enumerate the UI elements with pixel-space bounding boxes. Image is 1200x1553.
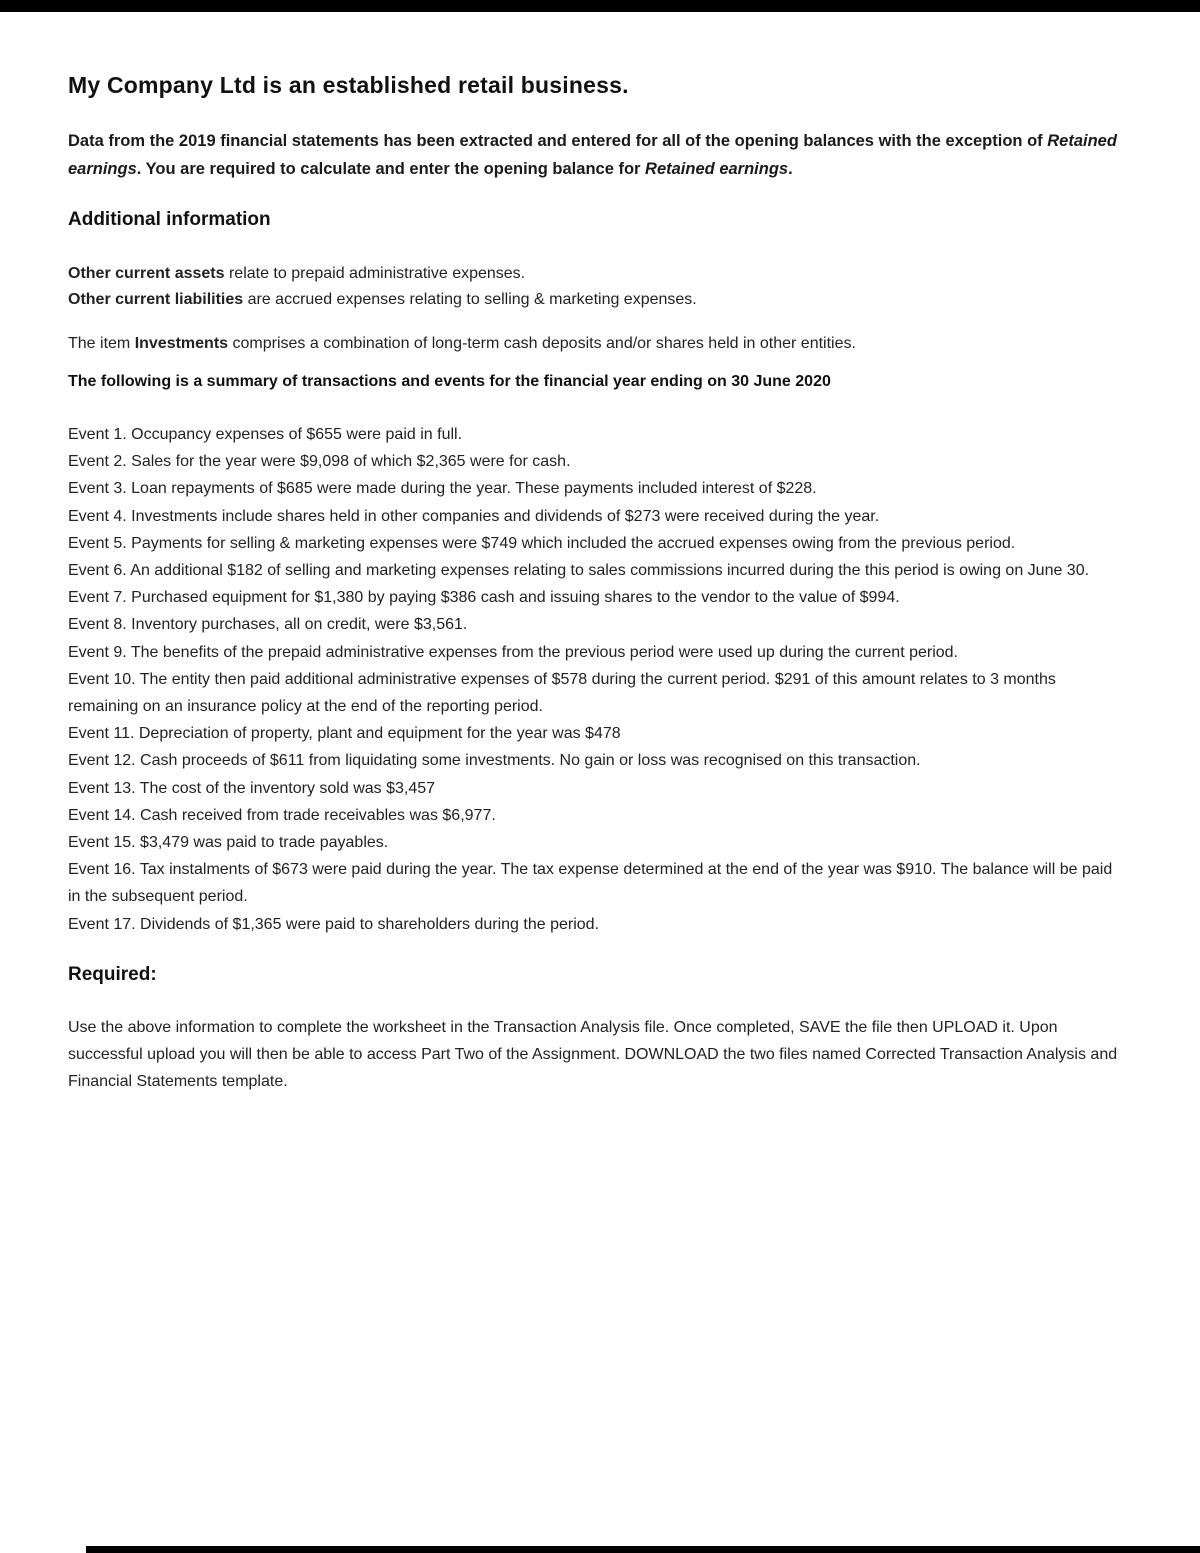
event-item-7: Event 7. Purchased equipment for $1,380 by paying $386 cash and issuing shares to the vendor to the value of $994.: [68, 589, 900, 607]
event-item-5: Event 5. Payments for selling & marketing expenses were $749 which included the accrued expenses owing from the previous period.: [68, 534, 1016, 552]
investments-description: comprises a combination of long-term cash deposits and/or shares held in other entities.: [228, 335, 856, 352]
other-current-items-block: [68, 261, 1122, 313]
event-item-12: Event 12. Cash proceeds of $611 from liquidating some investments. No gain or loss was recognised on this transaction.: [68, 752, 921, 770]
intro-paragraph: [68, 127, 1122, 183]
transactions-summary-heading: The following is a summary of transactions and events for the financial year ending on 30 June 2020: [68, 373, 831, 390]
intro-italic-retained-earnings-1: Retained earnings: [68, 132, 1117, 178]
event-item-15: Event 15. $3,479 was paid to trade payables.: [68, 834, 389, 852]
event-item-16: Event 16. Tax instalments of $673 were paid during the year. The tax expense determined at the end of the year was $910. The balance will be paid in the subsequent period.: [68, 861, 1113, 906]
investments-term: Investments: [134, 335, 229, 352]
event-item-11: Event 11. Depreciation of property, plant and equipment for the year was $478: [68, 725, 621, 743]
event-item-9: Event 9. The benefits of the prepaid administrative expenses from the previous period were used up during the current period.: [68, 643, 958, 661]
event-item-6: Event 6. An additional $182 of selling and marketing expenses relating to sales commissions incurred during the this period is owing on June 30.: [68, 562, 1090, 580]
intro-text-1: Data from the 2019 financial statements has been extracted and entered for all of the opening balances with the exception of: [68, 132, 1048, 150]
event-item-17: Event 17. Dividends of $1,365 were paid to shareholders during the period.: [68, 915, 600, 933]
investments-line: [68, 331, 1122, 357]
other-current-assets-description: relate to prepaid administrative expenses.: [224, 265, 526, 282]
intro-italic-retained-earnings-2: Retained earnings: [645, 160, 789, 178]
top-black-bar: [0, 0, 1200, 12]
event-item-3: Event 3. Loan repayments of $685 were made during the year. These payments included interest of $228.: [68, 480, 817, 498]
event-item-1: Event 1. Occupancy expenses of $655 were paid in full.: [68, 426, 463, 443]
additional-information-heading: Additional information: [68, 209, 271, 230]
other-current-liabilities-term: Other current liabilities: [68, 291, 244, 308]
event-item-8: Event 8. Inventory purchases, all on credit, were $3,561.: [68, 616, 468, 634]
required-heading: Required:: [68, 963, 157, 985]
intro-text-3: .: [788, 160, 793, 178]
other-current-liabilities-line: [68, 287, 1122, 313]
other-current-assets-term: Other current assets: [68, 265, 225, 282]
intro-text-2: . You are required to calculate and enter the opening balance for: [136, 160, 646, 178]
event-item-14: Event 14. Cash received from trade receivables was $6,977.: [68, 806, 496, 824]
required-instructions: Use the above information to complete the worksheet in the Transaction Analysis file. Once completed, SAVE the file then UPLOAD it. Upon successful upload you will then be able to access Part Two of the Assignment. DOWNLOAD the two files named Corrected Transaction Analysis and Financial Statements template.: [68, 1018, 1118, 1090]
bottom-black-bar: [86, 1546, 1200, 1553]
event-item-13: Event 13. The cost of the inventory sold was $3,457: [68, 779, 436, 797]
investments-text-pre: The item: [68, 335, 135, 352]
event-item-2: Event 2. Sales for the year were $9,098 of which $2,365 were for cash.: [68, 453, 571, 471]
events-list: [68, 421, 1122, 938]
event-item-4: Event 4. Investments include shares held in other companies and dividends of $273 were received during the year.: [68, 507, 880, 525]
page-title: My Company Ltd is an established retail business.: [68, 72, 629, 98]
event-item-10: Event 10. The entity then paid additional administrative expenses of $578 during the current period. $291 of this amount relates to 3 months remaining on an insurance policy at the end of the reporting period.: [68, 670, 1056, 716]
other-current-liabilities-description: are accrued expenses relating to selling & marketing expenses.: [243, 291, 697, 308]
other-current-assets-line: [68, 261, 1122, 287]
